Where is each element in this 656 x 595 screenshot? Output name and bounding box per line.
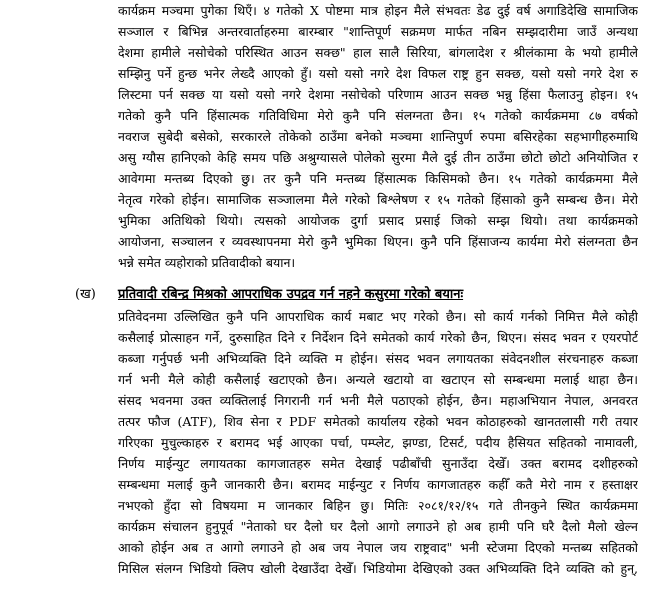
- text-line: नभएको हुँदा सो विषयमा म जानकार बिहिन छु। मितिः २०८१/१२/१५ गते तीनकुने स्थित कार्यक्रममा: [118, 498, 638, 513]
- text-line: कार्यक्रम संचालन हुनुपूर्व "नेताको घर दैलो घर दैलो आगो लगाउने हो अब हामी पनि घरै दैलो मैलो खेल्न: [118, 519, 638, 534]
- text-line: सम्बन्धमा मलाई कुनै जानकारी छैन। बरामद माईन्युट र निर्णय कागजातहरु कहीँ कतै मेरो नाम र हस्ताक्षर: [118, 477, 638, 492]
- text-line: मिसिल संलग्न भिडियो क्लिप खोली देखाउँदा देखेँ। भिडियोमा देखिएको उक्त अभिव्यक्ति दिने व्यक्ति को हुन्,: [118, 561, 638, 576]
- text-line: सम्झिनु पर्ने हुन्छ भनेर लेख्दै आएको हुँ। यसो यसो नगरे देश विफल राष्ट्र हुन सक्छ, यसो यसो नगरे देश रु: [118, 66, 638, 81]
- text-line: आयोजना, सञ्चालन र व्यवस्थापनमा मेरो कुनै भुमिका थिएन। कुनै पनि हिंसाजन्य कार्यमा मेरो संलग्नता छैन: [118, 234, 638, 249]
- text-line: गर्न भनी मैले कोही कसैलाई खटाएको छैन। अन्यले खटायो वा खटाएन सो सम्बन्धमा मलाई थाहा छैन।: [118, 372, 638, 387]
- text-line: गरिएका मुचुल्काहरु र बरामद भई आएका पर्चा, पम्प्लेट, झण्डा, टिसर्ट, पदीय हैसियत सहितको नामावली,: [118, 435, 638, 450]
- text-line: आवेगमा मन्तब्य दिएको छु। तर कुनै पनि मन्तब्य हिंसात्मक किसिमको छैन। १५ गतेको कार्यक्रममा मैले: [118, 171, 638, 186]
- text-line: देशमा हामीले नसोचेको परिस्थित आउन सक्छ" हाल सालै सिरिया, बांगलादेश र श्रीलंकामा के भयो हामीले: [118, 45, 638, 60]
- section-heading: प्रतिवादी रबिन्द्र मिश्रको आपराधिक उपद्रव गर्न नहने कसुरमा गरेको बयानः: [118, 287, 464, 302]
- text-line: सञ्जाल र बिभिन्न अन्तरवार्ताहरुमा बारम्बार "शान्तिपूर्ण सक्रमण मार्फत नबिन सम्झदारीमा जाउँ अन्यथा: [118, 24, 638, 39]
- text-line: भुमिका अतिथिको थियो। त्यसको आयोजक दुर्गा प्रसाद प्रसाई जिको सम्झ थियो। तथा कार्यक्रमको: [118, 213, 638, 228]
- text-line: संसद भवनमा उक्त व्यक्तिलाई निगरानी गर्न भनी मैले पठाएको होईन, छैन। महाअभियान नेपाल, अनवरत: [118, 393, 638, 408]
- text-line: निर्णय माईन्युट लगायतका कागजातहरु समेत देखाई पढीबाँची सुनाउँदा देखेँ। उक्त बरामद दशीहरुको: [118, 456, 638, 471]
- text-line: नवराज सुबेदी बसेको, सरकारले तोकेको ठाउँमा बनेको मञ्चमा शान्तिपुर्ण रुपमा बसिरहेका सहभागीहरुमाथि: [118, 129, 638, 144]
- text-line: असु ग्यौस हानिएको केहि समय पछि अश्रुग्यासले पोलेको सुरमा मैले दुई तीन ठाउँमा छोटो छोटो अनियोजित र: [118, 150, 638, 165]
- text-line: नेतृत्व गरेको होईन। सामाजिक सञ्जालमा मैले गरेको बिश्लेषण र १५ गतेको हिंसाको कुनै सम्बन्ध छैन। मेरो: [118, 192, 638, 207]
- section-label: (ख): [75, 287, 96, 302]
- text-line: भन्ने समेत व्यहोराको प्रतिवादीको बयान।: [118, 255, 296, 270]
- text-line: लिस्टमा पर्न सक्छ या यसो यसो नगरे देशमा नसोचेको परिणाम आउन सक्छ भन्नु हिंसा फैलाउनु होइन। १५: [118, 87, 638, 102]
- text-line: कार्यक्रम मञ्चमा पुगेका थिएँ। ४ गतेको X पोष्टमा मात्र होइन मैले संभवतः डेढ दुई वर्ष अगाडिदेखि सामाजिक: [118, 3, 638, 18]
- text-line: प्रतिवेदनमा उल्लिखित कुनै पनि आपराधिक कार्य मबाट भए गरेको छैन। सो कार्य गर्नको निमित्त मैले कोही: [118, 309, 638, 324]
- text-line: कसैलाई प्रोत्साहन गर्ने, दुरुसाहित दिने र निर्देशन दिने समेतको कार्य गरेको छैन, थिएन। संसद भवन र एयरपोर्ट: [118, 330, 638, 345]
- text-line: आको होईन अब त आगो लगाउने हो अब जय नेपाल जय राष्ट्रवाद" भनी स्टेजमा दिएको मन्तब्य सहितको: [118, 540, 638, 555]
- text-line: कब्जा गर्नुपर्छ भनी अभिव्यक्ति दिने व्यक्ति म होईन। संसद भवन लगायतका संवेदनशील संरचनाहरु कब्जा: [118, 351, 638, 366]
- text-line: तत्पर फौज (ATF), शिव सेना र PDF समेतको कार्यालय रहेको भवन कोठाहरुको खानतलासी गरी तयार: [118, 414, 638, 429]
- text-line: गतेको कुनै पनि हिंसात्मक गतिविधिमा मेरो कुनै पनि संलग्नता छैन। १५ गतेको कार्यक्रममा ८७ वर्षको: [118, 108, 638, 123]
